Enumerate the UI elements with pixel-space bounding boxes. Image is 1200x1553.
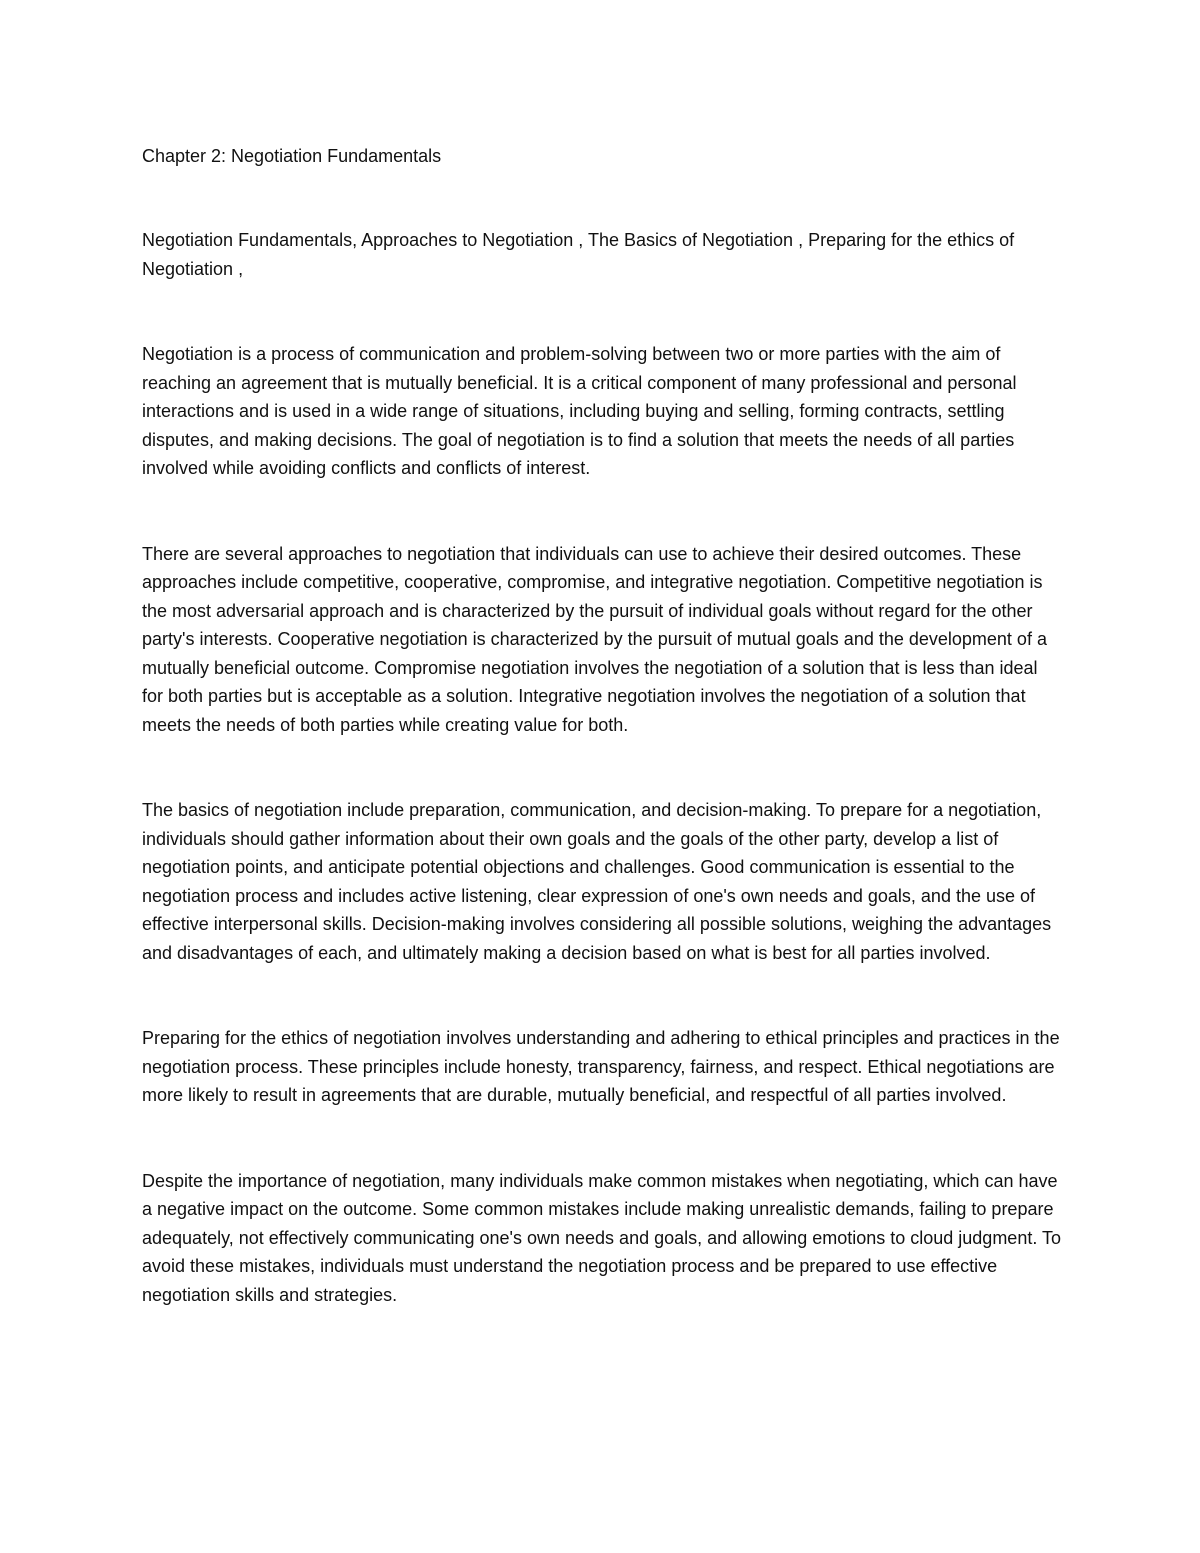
paragraph-mistakes: Despite the importance of negotiation, many individuals make common mistakes when negotiating, which can have a negative impact on the outcome. Some common mistakes include making unrealistic demands, failing to prepare adequately, not effectively communicating one's own needs and goals, and allowing emotions to cloud judgment. To avoid these mistakes, individuals must understand the negotiation process and be prepared to use effective negotiation skills and strategies. xyxy=(142,1170,1062,1305)
paragraph-approaches: There are several approaches to negotiation that individuals can use to achieve their desired outcomes. These approaches include competitive, cooperative, compromise, and integrative negotiation. Competitive negotiation is the most adversarial approach and is characterized by the pursuit of individual goals without regard for the other party's interests. Cooperative negotiation is characterized by the pursuit of mutual goals and the development of a mutually beneficial outcome. Compromise negotiation involves the negotiation of a solution that is less than ideal for both parties but is acceptable as a solution. Integrative negotiation involves the negotiation of a solution that meets the needs of both parties while creating value for both. xyxy=(142,543,1047,735)
topics-line: Negotiation Fundamentals, Approaches to Negotiation , The Basics of Negotiation , Preparing for the ethics of Negotiation , xyxy=(142,230,1015,279)
chapter-title: Chapter 2: Negotiation Fundamentals xyxy=(142,146,442,166)
paragraph-basics: The basics of negotiation include preparation, communication, and decision-making. To prepare for a negotiation, individuals should gather information about their own goals and the goals of the other party, develop a list of negotiation points, and anticipate potential objections and challenges. Good communication is essential to the negotiation process and includes active listening, clear expression of one's own needs and goals, and the use of effective interpersonal skills. Decision-making involves considering all possible solutions, weighing the advantages and disadvantages of each, and ultimately making a decision based on what is best for all parties involved. xyxy=(142,800,1052,963)
document-body xyxy=(142,142,1062,1309)
paragraph-ethics: Preparing for the ethics of negotiation involves understanding and adhering to ethical principles and practices in the negotiation process. These principles include honesty, transparency, fairness, and respect. Ethical negotiations are more likely to result in agreements that are durable, mutually beneficial, and respectful of all parties involved. xyxy=(142,1028,1060,1105)
paragraph-definition: Negotiation is a process of communication and problem-solving between two or more parties with the aim of reaching an agreement that is mutually beneficial. It is a critical component of many professional and personal interactions and is used in a wide range of situations, including buying and selling, forming contracts, settling disputes, and making decisions. The goal of negotiation is to find a solution that meets the needs of all parties involved while avoiding conflicts and conflicts of interest. xyxy=(142,344,1017,478)
